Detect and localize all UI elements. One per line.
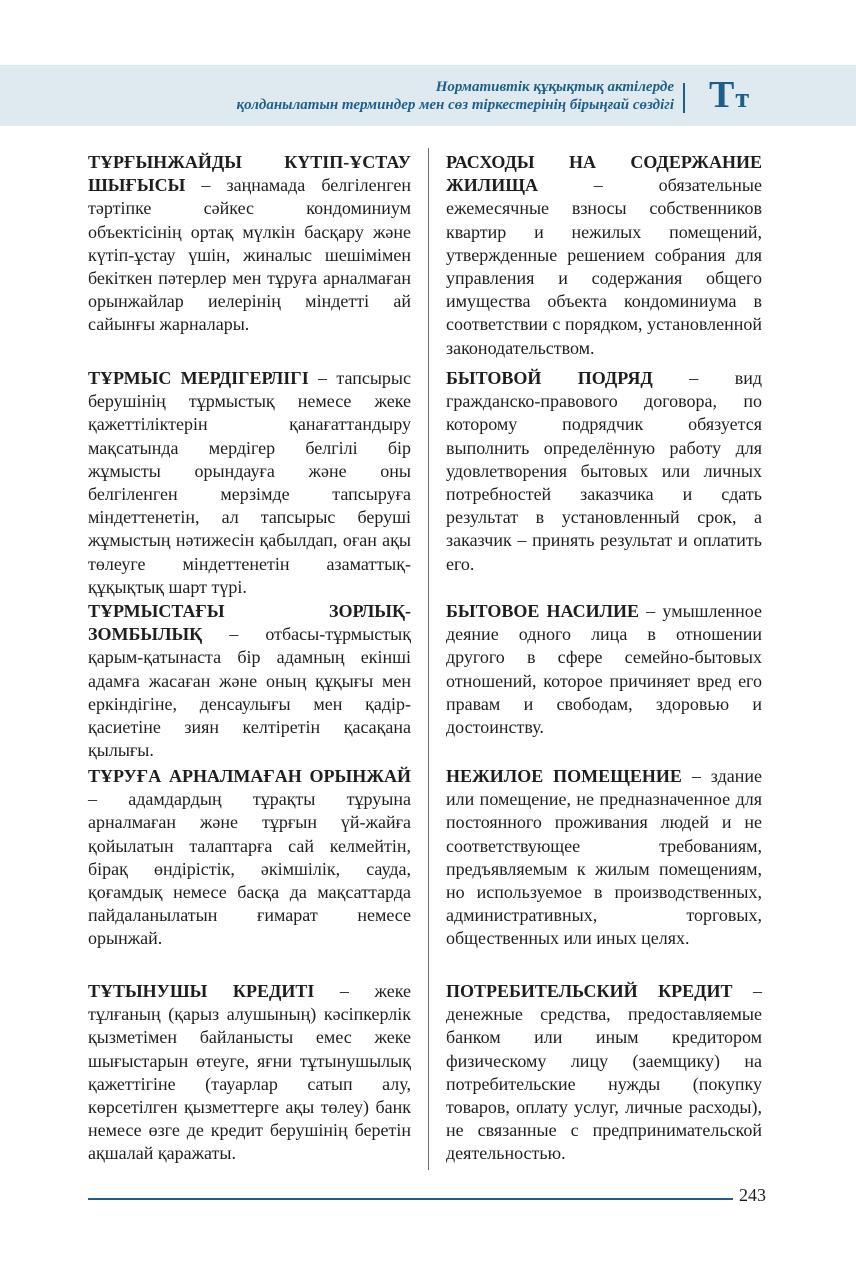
entry-definition: – адамдардың тұрақты тұруына арналмаған және тұрғын үй-жайға қойылатын талаптарға сай келмейтін, бірақ өндірістік, әкімшілік, сауда, қоғамдық немесе басқа да мақсаттарда пайдаланылатын ғимарат немесе орынжай. bbox=[88, 789, 411, 949]
header-title-line-2: қолданылатын терминдер мен сөз тіркестерінің бірыңғай сөздігі bbox=[236, 97, 674, 113]
footer-rule bbox=[88, 1198, 733, 1200]
dictionary-entry-kk bbox=[88, 765, 411, 951]
section-letter-lower: т bbox=[735, 83, 751, 114]
dictionary-entry-kk bbox=[88, 600, 411, 762]
dictionary-entry-kk bbox=[88, 151, 411, 337]
entry-term: ПОТРЕБИТЕЛЬСКИЙ КРЕДИТ bbox=[446, 981, 733, 1001]
section-letter bbox=[709, 73, 750, 121]
entry-definition: – тапсырыс берушінің тұрмыстық немесе жеке қажеттіліктерін қанағаттандыру мақсатында мердігер белгілі бір жұмысты орындауға және оны белгіленген мерзімде тапсыруға міндеттенетін, ал тапсырыс беруші жұмыстың нәтижесін қабылдап, оған ақы төлеуге міндеттенетін азаматтық-құқықтық шарт түрі. bbox=[88, 368, 412, 597]
dictionary-entry-ru bbox=[446, 980, 762, 1166]
entry-term: ТҰРҒЫНЖАЙДЫ КҮТІП-ҰСТАУ ШЫҒЫСЫ bbox=[88, 152, 411, 196]
entry-term: БЫТОВОЕ НАСИЛИЕ bbox=[446, 601, 640, 621]
header-title bbox=[236, 78, 674, 114]
dictionary-entry-kk bbox=[88, 367, 411, 599]
column-divider bbox=[428, 148, 429, 1170]
page-header-band bbox=[0, 65, 856, 126]
dictionary-entry-ru bbox=[446, 600, 762, 739]
entry-definition: – вид гражданско-правового договора, по которому подрядчик обязуется выполнить определённую работу для удовлетворения бытовых или личных потребностей заказчика и сдать результат в установленный срок, а заказчик – принять результат и оплатить его. bbox=[446, 368, 763, 574]
entry-definition: – здание или помещение, не предназначенное для постоянного проживания людей и не соответствующее требованиям, предъявляемым к жилым помещениям, но используемое в производственных, административных, торговых, общественных или иных целях. bbox=[446, 766, 762, 949]
entry-term: НЕЖИЛОЕ ПОМЕЩЕНИЕ bbox=[446, 766, 682, 786]
entry-term: БЫТОВОЙ ПОДРЯД bbox=[446, 368, 653, 388]
header-title-line-1: Нормативтік құқықтық актілерде bbox=[435, 79, 674, 95]
entry-term: РАСХОДЫ НА СОДЕРЖАНИЕ ЖИЛИЩА bbox=[446, 152, 762, 196]
entry-definition: – заңнамада белгіленген тәртіпке сәйкес кондоминиум объектісінің ортақ мүлкін басқару және күтіп-ұстау үшін, жиналыс шешімімен бекіткен пәтерлер мен тұруға арналмаған орынжайлар иелерінің міндетті ай сайынғы жарналары. bbox=[88, 175, 411, 335]
entry-term: ТҰТЫНУШЫ КРЕДИТІ bbox=[88, 981, 315, 1001]
entry-definition: – обязательные ежемесячные взносы собственников квартир и нежилых помещений, утвержденные решением собрания для управления и содержания общего имущества объекта кондоминиума в соответствии с порядком, установленной законодательством. bbox=[446, 175, 762, 358]
dictionary-entry-ru bbox=[446, 765, 762, 951]
dictionary-entry-kk bbox=[88, 980, 411, 1166]
section-letter-upper: Т bbox=[709, 74, 736, 116]
header-separator bbox=[683, 83, 685, 113]
entry-term: ТҰРУҒА АРНАЛМАҒАН ОРЫНЖАЙ bbox=[88, 766, 411, 786]
entry-definition: – умышленное деяние одного лица в отношении другого в сфере семейно-бытовых отношений, которое причиняет вред его правам и свободам, здоровью и достоинству. bbox=[446, 601, 762, 738]
entry-definition: – отбасы-тұрмыстық қарым-қатынаста бір адамның екінші адамға жасаған және оның құқығы мен еркіндігіне, денсаулығы мен қадір-қасиетіне зиян келтіретін қасақана қылығы. bbox=[88, 624, 411, 761]
dictionary-entry-ru bbox=[446, 151, 762, 360]
entry-definition: – денежные средства, предоставляемые банком или иным кредитором физическому лицу (заемщику) на потребительские нужды (покупку товаров, оплату услуг, личные расходы), не связанные с предпринимательской деятельностью. bbox=[446, 981, 763, 1164]
entry-term: ТҰРМЫСТАҒЫ ЗОРЛЫҚ-ЗОМБЫЛЫҚ bbox=[88, 601, 411, 645]
page-number: 243 bbox=[739, 1185, 766, 1205]
dictionary-entry-ru bbox=[446, 367, 762, 576]
entry-definition: – жеке тұлғаның (қарыз алушының) кәсіпкерлік қызметімен байланысты емес жеке шығыстарын өтеуге, яғни тұтынушылық қажеттігіне (тауарлар сатып алу, көрсетілген қызметтерге ақы төлеу) банк немесе өзге де кредит берушінің беретін ақшалай қаражаты. bbox=[88, 981, 411, 1164]
entry-term: ТҰРМЫС МЕРДІГЕРЛІГІ bbox=[88, 368, 309, 388]
